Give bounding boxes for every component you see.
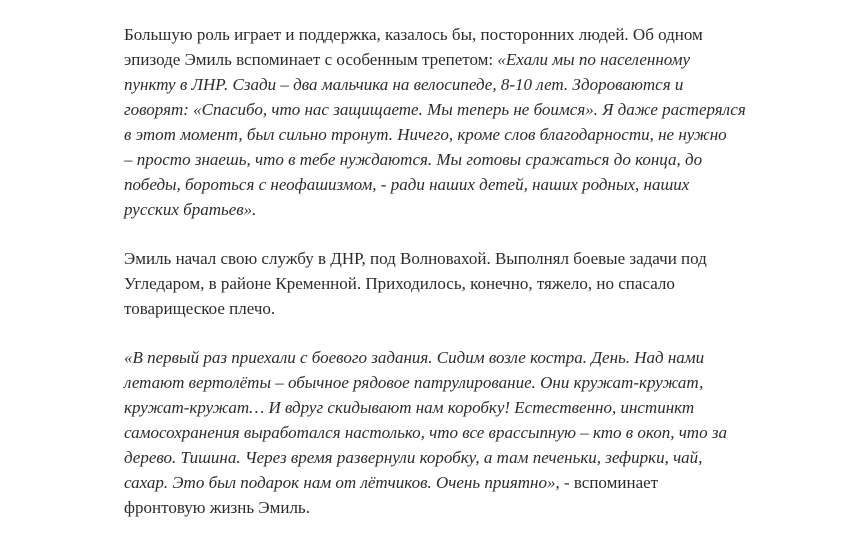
body-text: Эмиль начал свою службу в ДНР, под Волновахой. Выполнял боевые задачи под [124, 249, 707, 268]
paragraph-line [124, 445, 764, 470]
paragraph-line [124, 420, 764, 445]
paragraph-line [124, 246, 764, 271]
paragraph-line [124, 271, 764, 296]
body-text: эпизоде Эмиль вспоминает с особенным трепетом: [124, 50, 498, 69]
body-text: Большую роль играет и поддержка, казалось бы, посторонних людей. Об одном [124, 25, 703, 44]
quote-text: в этот момент, был сильно тронут. Ничего, кроме слов благодарности, не нужно [124, 125, 727, 144]
paragraph-line [124, 470, 764, 495]
paragraph-line [124, 395, 764, 420]
paragraph-line [124, 147, 764, 172]
article-paragraph [124, 345, 764, 520]
article-paragraph [124, 22, 764, 222]
quote-text: говорят: «Спасибо, что нас защищаете. Мы теперь не боимся». Я даже растерялся [124, 100, 746, 119]
paragraph-line [124, 22, 764, 47]
paragraph-line [124, 370, 764, 395]
body-text: Угледаром, в районе Кременной. Приходилось, конечно, тяжело, но спасало [124, 274, 675, 293]
body-text: товарищеское плечо. [124, 299, 276, 318]
paragraph-line [124, 495, 764, 520]
paragraph-line [124, 47, 764, 72]
article-paragraph [124, 246, 764, 321]
quote-text: – просто знаешь, что в тебе нуждаются. Мы готовы сражаться до конца, до [124, 150, 703, 169]
quote-text: дерево. Тишина. Через время развернули коробку, а там печеньки, зефирки, чай, [124, 448, 703, 467]
quote-text: русских братьев». [124, 200, 257, 219]
quote-text: победы, бороться с неофашизмом, - ради наших детей, наших родных, наших [124, 175, 690, 194]
quote-text: сахар. Это был подарок нам от лётчиков. Очень приятно» [124, 473, 556, 492]
paragraph-line [124, 296, 764, 321]
paragraph-line [124, 97, 764, 122]
paragraph-line [124, 72, 764, 97]
quote-text: летают вертолёты – обычное рядовое патрулирование. Они кружат-кружат, [124, 373, 704, 392]
article-body [124, 22, 764, 520]
quote-text: кружат-кружат… И вдруг скидывают нам коробку! Естественно, инстинкт [124, 398, 695, 417]
body-text: фронтовую жизнь Эмиль. [124, 498, 310, 517]
paragraph-line [124, 172, 764, 197]
paragraph-line [124, 345, 764, 370]
paragraph-line [124, 197, 764, 222]
quote-text: самосохранения выработался настолько, что все врассыпную – кто в окоп, что за [124, 423, 727, 442]
quote-text: «Ехали мы по населенному [497, 50, 691, 69]
quote-text: «В первый раз приехали с боевого задания. Сидим возле костра. День. Над нами [124, 348, 705, 367]
quote-text: пункту в ЛНР. Сзади – два мальчика на велосипеде, 8-10 лет. Здороваются и [124, 75, 684, 94]
body-text: , - вспоминает [555, 473, 659, 492]
paragraph-line [124, 122, 764, 147]
